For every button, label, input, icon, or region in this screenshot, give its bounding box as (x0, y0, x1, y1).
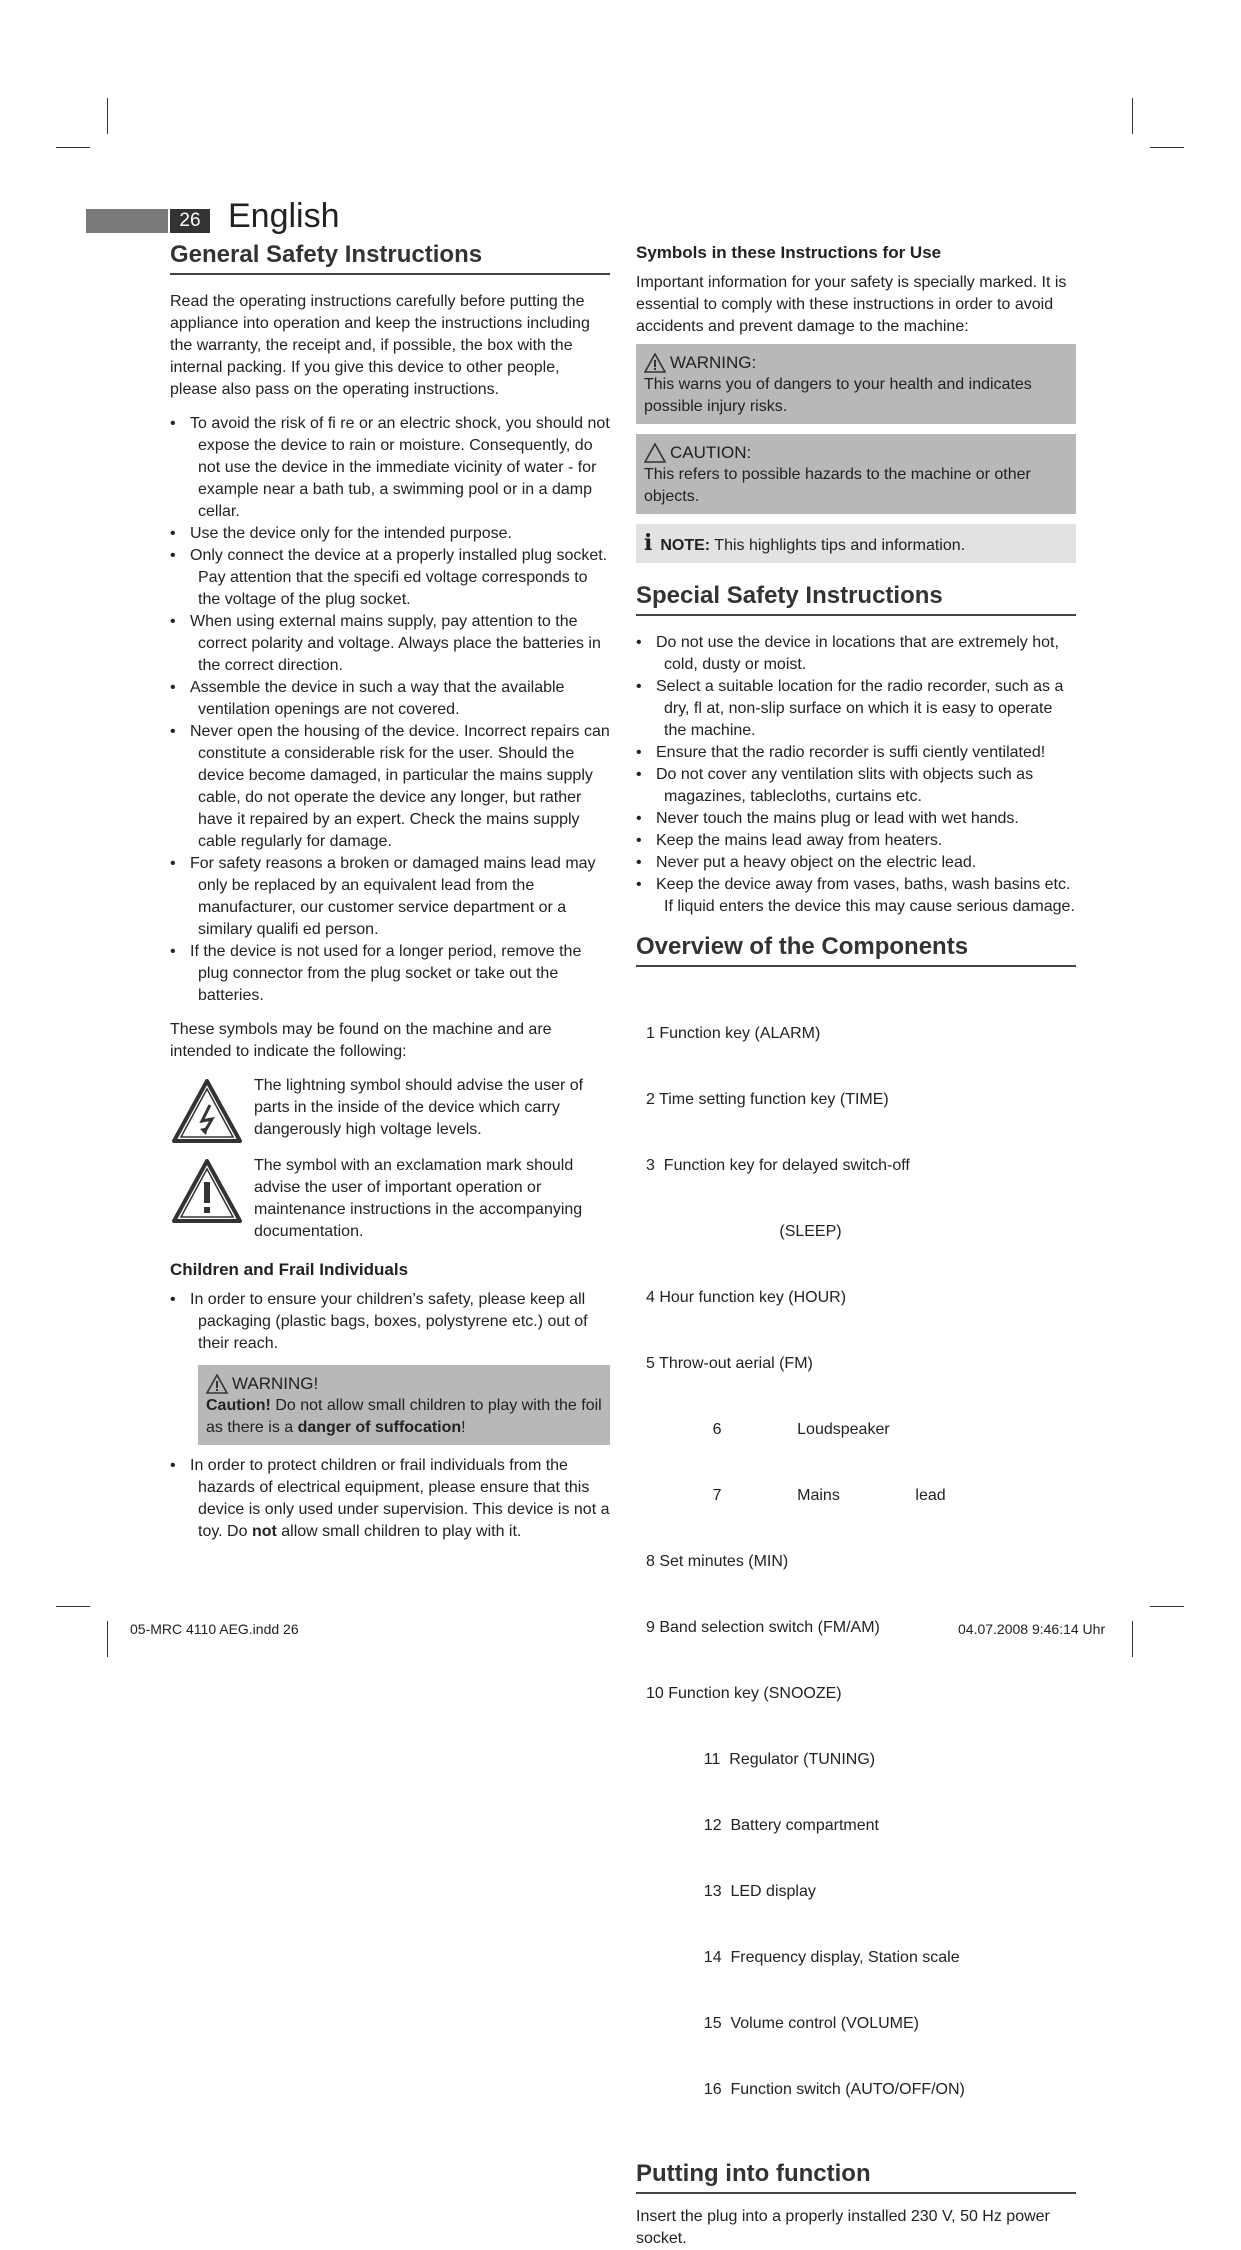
list-item: • Keep the device away from vases, baths, wash basins etc. If liquid enters the device this may cause serious damage. (636, 874, 1076, 918)
caution-note-label: CAUTION: (670, 443, 752, 462)
exclamation-symbol-row (170, 1155, 610, 1243)
caution-word: Caution! (206, 1397, 271, 1414)
putting-into-function-text: Insert the plug into a properly installed 230 V, 50 Hz power socket. (636, 2208, 1050, 2247)
danger-phrase: danger of suffocation (297, 1419, 462, 1436)
special-safety-list (636, 632, 1076, 918)
lightning-symbol-text: The lightning symbol should advise the user of parts in the inside of the device which carry dangerously high voltage levels. (254, 1077, 584, 1138)
component-item: 12 Battery compartment (646, 1817, 879, 1834)
right-column (636, 242, 1076, 2250)
list-item: • Never touch the mains plug or lead with wet hands. (636, 808, 1076, 830)
component-item: 15 Volume control (VOLUME) (646, 2015, 919, 2032)
special-safety-title: Special Safety Instructions (636, 581, 1076, 616)
component-item: 4 Hour function key (HOUR) (646, 1289, 847, 1306)
component-item: 13 LED display (646, 1883, 816, 1900)
component-item: 3 Function key for delayed switch-off (646, 1157, 910, 1174)
overview-title: Overview of the Components (636, 932, 1076, 967)
children-title: Children and Frail Individuals (170, 1260, 409, 1279)
note-box (636, 524, 1076, 563)
list-item: • If the device is not used for a longer period, remove the plug connector from the plug socket or take out the batteries. (170, 941, 610, 1007)
caution-note-box (636, 434, 1076, 514)
children-list-2 (170, 1455, 610, 1543)
symbols-intro-right: Important information for your safety is specially marked. It is essential to comply with these instructions in order to avoid accidents and prevent damage to the machine: (636, 274, 1067, 335)
warning-box-header (206, 1373, 602, 1395)
warning-note-label: WARNING: (670, 353, 757, 372)
list-item: • Use the device only for the intended purpose. (170, 523, 610, 545)
list-item: • Select a suitable location for the radio recorder, such as a dry, fl at, non-slip surface on which it is easy to operate the machine. (636, 676, 1076, 742)
component-item: 5 Throw-out aerial (FM) (646, 1355, 813, 1372)
crop-mark (1132, 98, 1133, 134)
component-item: 8 Set minutes (MIN) (646, 1553, 789, 1570)
general-safety-list (170, 413, 610, 1007)
list-item: • Never put a heavy object on the electric lead. (636, 852, 1076, 874)
component-item: 16 Function switch (AUTO/OFF/ON) (646, 2081, 965, 2098)
language-title: English (228, 197, 340, 235)
list-item: • Do not cover any ventilation slits with objects such as magazines, tablecloths, curtains etc. (636, 764, 1076, 808)
component-item: 2 Time setting function key (TIME) (646, 1091, 889, 1108)
component-item: 14 Frequency display, Station scale (646, 1949, 960, 1966)
children-list (170, 1289, 610, 1355)
list-item: • When using external mains supply, pay attention to the correct polarity and voltage. Always place the batteries in the correct direction. (170, 611, 610, 677)
note-text (644, 532, 1068, 557)
component-item: 7 Mains lead (646, 1487, 946, 1504)
note-body: This highlights tips and information. (710, 537, 966, 554)
warning-label: WARNING! (232, 1374, 319, 1393)
crop-mark (1132, 1621, 1133, 1657)
note-label: NOTE: (660, 537, 711, 554)
caution-triangle-icon (644, 443, 666, 463)
list-item: • To avoid the risk of fi re or an electric shock, you should not expose the device to rain or moisture. Consequently, do not use the device in the immediate vicinity of water - for example near a bath tub, a swimming pool or in a damp cellar. (170, 413, 610, 523)
header-bar (86, 209, 168, 233)
warning-text-b: ! (461, 1419, 466, 1436)
list-item: • Only connect the device at a properly installed plug socket. Pay attention that the specifi ed voltage corresponds to the voltage of the plug socket. (170, 545, 610, 611)
symbols-title: Symbols in these Instructions for Use (636, 243, 942, 262)
components-list (646, 979, 1076, 2145)
list-item: • Assemble the device in such a way that the available ventilation openings are not covered. (170, 677, 610, 721)
warning-note-header (644, 352, 1068, 374)
exclamation-symbol-text: The symbol with an exclamation mark should advise the user of important operation or maintenance instructions in the accompanying documentation. (254, 1157, 583, 1240)
crop-mark (56, 147, 90, 148)
component-item: 10 Function key (SNOOZE) (646, 1685, 842, 1702)
crop-mark (56, 1606, 90, 1607)
warning-note-box (636, 344, 1076, 424)
general-safety-title: General Safety Instructions (170, 240, 610, 275)
crop-mark (107, 98, 108, 134)
page-number: 26 (170, 209, 210, 233)
crop-mark (107, 1621, 108, 1657)
component-item: 1 Function key (ALARM) (646, 1025, 821, 1042)
warning-box (198, 1365, 610, 1445)
warning-text-a: Do not allow small children to play with the foil as there is a (206, 1397, 602, 1436)
warning-triangle-icon (206, 1374, 228, 1394)
warning-box-text (206, 1395, 602, 1439)
intro-paragraph: Read the operating instructions carefully before putting the appliance into operation and keep the instructions including the warranty, the receipt and, if possible, the box with the internal packing. If you give this device to other people, please also pass on the operating instructions. (170, 293, 590, 398)
component-item: (SLEEP) (646, 1223, 842, 1240)
warning-note-text: This warns you of dangers to your health and indicates possible injury risks. (644, 376, 1032, 415)
list-item: • Keep the mains lead away from heaters. (636, 830, 1076, 852)
component-item: 6 Loudspeaker (646, 1421, 890, 1438)
exclamation-warning-icon (170, 1155, 244, 1229)
crop-mark (1150, 147, 1184, 148)
list-item: • Never open the housing of the device. Incorrect repairs can constitute a considerable risk for the user. Should the device become damaged, in particular the mains supply cable, do not operate the device any longer, but rather have it repaired by an expert. Check the mains supply cable regularly for damage. (170, 721, 610, 853)
not-word: not (251, 1523, 277, 1540)
footer-timestamp: 04.07.2008 9:46:14 Uhr (958, 1621, 1106, 1637)
lightning-warning-icon (170, 1075, 244, 1149)
crop-mark (1150, 1606, 1184, 1607)
symbols-intro: These symbols may be found on the machine and are intended to indicate the following: (170, 1021, 552, 1060)
component-item: 9 Band selection switch (FM/AM) (646, 1619, 880, 1636)
bullet-text-b: allow small children to play with it. (276, 1523, 522, 1540)
caution-note-header (644, 442, 1068, 464)
info-icon: i (644, 530, 653, 556)
caution-note-text: This refers to possible hazards to the machine or other objects. (644, 466, 1031, 505)
lightning-symbol-row (170, 1075, 610, 1149)
list-item: • Ensure that the radio recorder is suffi ciently ventilated! (636, 742, 1076, 764)
bullet-text-a: In order to protect children or frail individuals from the hazards of electrical equipment, please ensure that this device is only used under supervision. This device is not a toy. Do (190, 1457, 610, 1540)
putting-into-function-title: Putting into function (636, 2159, 1076, 2194)
list-item: • Do not use the device in locations that are extremely hot, cold, dusty or moist. (636, 632, 1076, 676)
list-item (170, 1455, 610, 1543)
list-item: • In order to ensure your children’s safety, please keep all packaging (plastic bags, boxes, polystyrene etc.) out of their reach. (170, 1289, 610, 1355)
left-column (170, 240, 610, 1555)
warning-triangle-icon (644, 353, 666, 373)
component-item: 11 Regulator (TUNING) (646, 1751, 876, 1768)
list-item: • For safety reasons a broken or damaged mains lead may only be replaced by an equivalent lead from the manufacturer, our customer service department or a similary qualifi ed person. (170, 853, 610, 941)
footer-file-info: 05-MRC 4110 AEG.indd 26 (130, 1621, 299, 1637)
